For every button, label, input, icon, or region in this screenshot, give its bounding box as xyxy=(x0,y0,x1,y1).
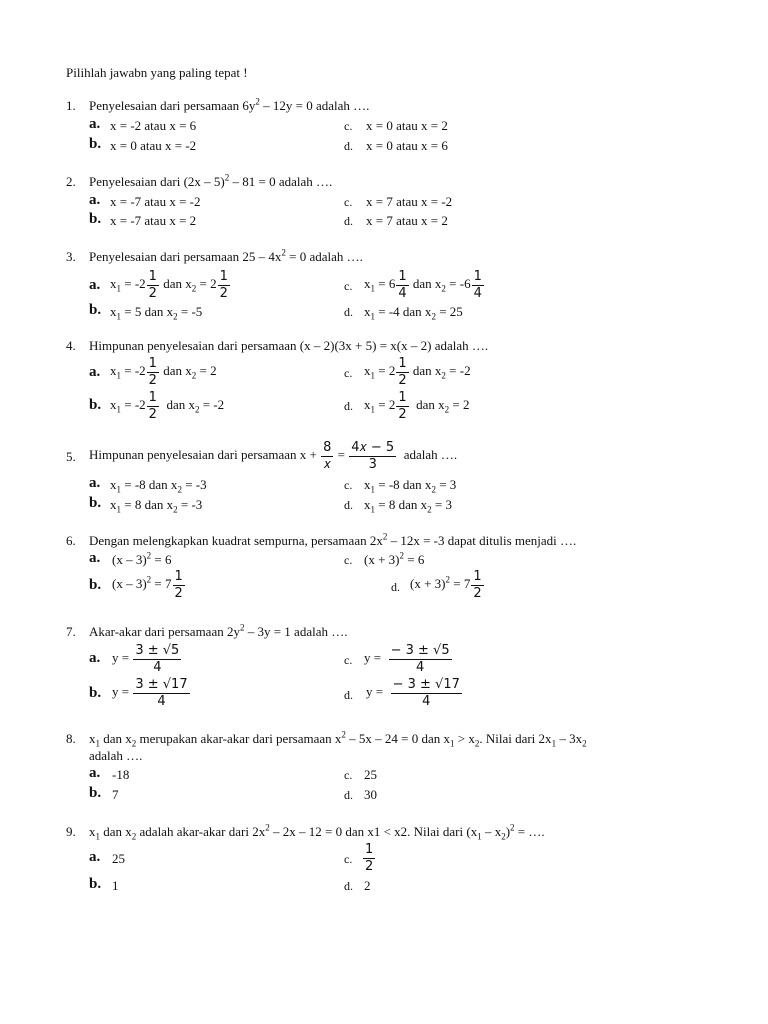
option-1c-text: x = 0 atau x = 2 xyxy=(366,118,448,133)
option-9a-text: 25 xyxy=(112,851,125,866)
option-9b-label: b. xyxy=(89,876,102,892)
option-1d-label: d. xyxy=(344,139,353,153)
fraction-half: $\frac{1}{2}$ xyxy=(219,268,228,301)
option-4d-label: d. xyxy=(344,399,353,413)
option-2d-text: x = 7 atau x = 2 xyxy=(366,213,448,228)
option-9c-text xyxy=(362,840,376,874)
option-8d-label: d. xyxy=(344,788,353,802)
fraction-quarter: $\frac{1}{4}$ xyxy=(398,268,407,301)
option-6a-label: a. xyxy=(89,550,101,566)
option-9d-label: d. xyxy=(344,879,353,893)
fraction-half: $\frac{1}{2}$ xyxy=(398,389,407,422)
option-9b-text: 1 xyxy=(112,878,119,893)
option-5a-label: a. xyxy=(89,475,101,491)
option-2c-text: x = 7 atau x = -2 xyxy=(366,194,453,209)
option-2c-label: c. xyxy=(344,195,353,209)
question-5-number: 5. xyxy=(66,449,76,464)
option-8c-label: c. xyxy=(344,768,353,782)
option-6b-text: (x – 3)$^2$ = 7 $\frac{1}{2}$ xyxy=(112,568,183,601)
option-3a-text: $x_1 = -2$ $\frac{1}{2}$ dan $x_2 = 2$ $\frac{1}{2}$ xyxy=(110,268,228,301)
option-3b-text: $x_1 = 5$ dan $x_2 = -5$ xyxy=(110,304,203,322)
option-5b-text: $x_1 = 8$ dan $x_2 = -3$ xyxy=(110,497,203,515)
option-7c-label: c. xyxy=(344,653,353,667)
option-9c-label: c. xyxy=(344,852,353,866)
option-1c-label: c. xyxy=(344,119,353,133)
question-8-number: 8. xyxy=(66,731,76,746)
option-5a-text: $x_1 = -8$ dan $x_2 = -3$ xyxy=(110,477,207,495)
option-9d-text: 2 xyxy=(364,878,371,893)
option-6d-text: $(x + 3)^2 = 7$ $\frac{1}{2}$ xyxy=(410,568,482,601)
question-8-text-line2: adalah …. xyxy=(89,748,143,763)
option-4a-text: $x_1 = -2$ $\frac{1}{2}$ dan $x_2 = 2$ xyxy=(110,355,217,388)
option-3a-label: a. xyxy=(89,277,101,293)
fraction-half: $\frac{1}{2}$ xyxy=(174,568,183,601)
option-4d-text: $x_1 = 2$ $\frac{1}{2}$ dan $x_2 = 2$ xyxy=(364,389,470,422)
option-4b-label: b. xyxy=(89,397,102,413)
fraction-half: $\frac{1}{2}$ xyxy=(148,389,157,422)
option-2a-text: x = -7 atau x = -2 xyxy=(110,194,201,209)
option-5d-label: d. xyxy=(344,498,353,512)
question-7-number: 7. xyxy=(66,624,76,639)
option-8d-text: 30 xyxy=(364,787,377,802)
option-9a-label: a. xyxy=(89,849,101,865)
option-8c-text: 25 xyxy=(364,767,377,782)
option-1a-label: a. xyxy=(89,116,101,132)
option-1a-text: x = -2 atau x = 6 xyxy=(110,118,197,133)
option-5c-text: $x_1 = -8$ dan $x_2 = 3$ xyxy=(364,477,457,495)
question-2-text: Penyelesaian dari (2x – 5)$^2$ – 81 = 0 adalah …. xyxy=(89,172,333,189)
option-7a-text: y = $\frac{3 \pm √5}{4}$ xyxy=(112,642,180,675)
fraction-half: $\frac{1}{2}$ xyxy=(148,355,157,388)
question-4-text: Himpunan penyelesaian dari persamaan (x – 2)(3x + 5) = x(x – 2) adalah …. xyxy=(89,338,489,353)
option-6d-label: d. xyxy=(391,580,400,594)
question-3-text: Penyelesaian dari persamaan $25 - 4x^2 = 0$ adalah …. xyxy=(89,247,363,264)
option-4c-text: $x_1 = 2$ $\frac{1}{2}$ dan $x_2 = -2$ xyxy=(364,355,471,388)
question-8-text: $x_1$ dan $x_2$ merupakan akar-akar dari persamaan $x^2 - 5x - 24 = 0$ dan $x_1 > x_2$. Nilai dari $2x_1 - 3x_2$ xyxy=(89,729,587,749)
option-3d-text: $x_1 = -4$ dan $x_2 = 25$ xyxy=(364,304,463,322)
option-4c-label: c. xyxy=(344,366,353,380)
option-2b-label: b. xyxy=(89,211,102,227)
fraction-answer: $\frac{3 \pm √17}{4}$ xyxy=(135,676,188,709)
question-1-text: Penyelesaian dari persamaan $6y^2 - 12y = 0$ adalah …. xyxy=(89,96,370,113)
option-7c-text: y = $\frac{- 3 \pm √5}{4}$ xyxy=(364,642,450,675)
fraction-half: $\frac{1}{2}$ xyxy=(398,355,407,388)
question-9-text: $x_1$ dan $x_2$ adalah akar-akar dari $2x^2 - 2x - 12 = 0$ dan x1 < x2. Nilai dari $(x_1 - x_2)^2$ = …. xyxy=(89,822,545,842)
option-6c-text: $(x + 3)^2 = 6$ xyxy=(364,550,425,567)
fraction-half: $\frac{1}{2}$ xyxy=(365,841,374,874)
fraction-8-over-x: $\frac{8}{\text{𝑥}}$ xyxy=(323,439,332,472)
question-1-number: 1. xyxy=(66,98,76,113)
option-1b-text: x = 0 atau x = -2 xyxy=(110,138,197,153)
option-8a-label: a. xyxy=(89,765,101,781)
fraction-quarter: $\frac{1}{4}$ xyxy=(473,268,482,301)
option-2b-text: x = -7 atau x = 2 xyxy=(110,213,197,228)
option-7b-text: y = $\frac{3 \pm √17}{4}$ xyxy=(112,676,188,709)
option-3c-label: c. xyxy=(344,279,353,293)
option-5d-text: $x_1 = 8$ dan $x_2 = 3$ xyxy=(364,497,452,515)
question-9-number: 9. xyxy=(66,824,76,839)
fraction-answer: $\frac{- 3 \pm √5}{4}$ xyxy=(390,642,450,675)
option-6a-text: (x – 3)$^2$ = 6 xyxy=(112,550,172,567)
fraction-answer: $\frac{- 3 \pm √17}{4}$ xyxy=(392,676,460,709)
option-8b-label: b. xyxy=(89,785,102,801)
option-3d-label: d. xyxy=(344,305,353,319)
fraction-half: $\frac{1}{2}$ xyxy=(473,568,482,601)
option-3b-label: b. xyxy=(89,302,102,318)
fraction-answer: $\frac{3 \pm √5}{4}$ xyxy=(135,642,180,675)
option-5c-label: c. xyxy=(344,478,353,492)
option-2a-label: a. xyxy=(89,192,101,208)
option-8a-text: -18 xyxy=(112,767,130,782)
option-6b-label: b. xyxy=(89,577,102,593)
question-6-text: Dengan melengkapkan kuadrat sempurna, persamaan $2x^2 - 12x = -3$ dapat ditulis menjadi …. xyxy=(89,531,577,548)
option-7d-label: d. xyxy=(344,688,353,702)
option-5b-label: b. xyxy=(89,495,102,511)
question-2-number: 2. xyxy=(66,174,76,189)
question-6-number: 6. xyxy=(66,533,76,548)
question-4-number: 4. xyxy=(66,338,76,353)
question-3-number: 3. xyxy=(66,249,76,264)
fraction-4x-minus-5-over-3: $\frac{\text{4𝑥 − 5}}{3}$ xyxy=(351,439,395,472)
option-7d-text: y = $\frac{- 3 \pm √17}{4}$ xyxy=(366,676,460,709)
option-7b-label: b. xyxy=(89,685,102,701)
option-6c-label: c. xyxy=(344,553,353,567)
option-1d-text: x = 0 atau x = 6 xyxy=(366,138,448,153)
question-5-text: Himpunan penyelesaian dari persamaan x + $\frac{8}{\text{𝑥}}$ = $\frac{\text{4𝑥 − 5}}{3}$ adalah …. xyxy=(89,439,458,472)
option-2d-label: d. xyxy=(344,214,353,228)
fraction-half: $\frac{1}{2}$ xyxy=(148,268,157,301)
option-4b-text: $x_1 = -2$ $\frac{1}{2}$ dan $x_2 = -2$ xyxy=(110,389,225,422)
option-7a-label: a. xyxy=(89,650,101,666)
option-4a-label: a. xyxy=(89,364,101,380)
instruction: Pilihlah jawabn yang paling tepat ! xyxy=(66,65,248,80)
option-3c-text: $x_1 = 6$ $\frac{1}{4}$ dan $x_2 = -6$ $\frac{1}{4}$ xyxy=(364,268,482,301)
option-8b-text: 7 xyxy=(112,787,119,802)
question-7-text: Akar-akar dari persamaan $2y^2 - 3y = 1$ adalah …. xyxy=(89,622,348,639)
option-1b-label: b. xyxy=(89,136,102,152)
